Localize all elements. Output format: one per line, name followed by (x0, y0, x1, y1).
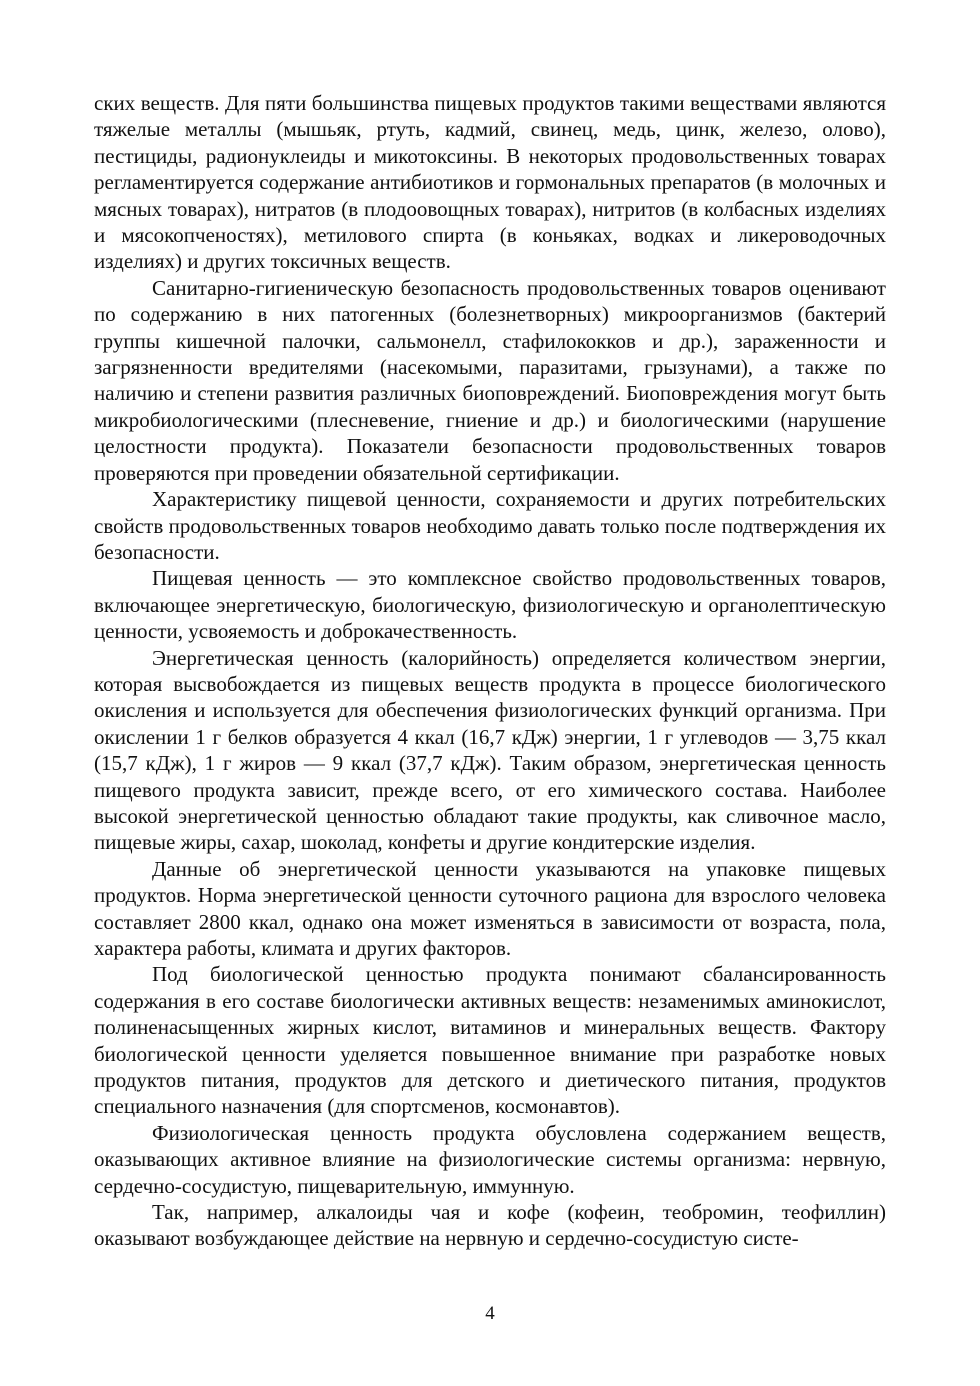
paragraph-physiological-value: Физиологическая ценность продукта обусловлена содержанием веществ, оказывающих активное влияние на физиологические системы организма: нервную, сердечно-сосудистую, пищеварительную, иммунную. (94, 1120, 886, 1198)
paragraph-energy-norm: Данные об энергетической ценности указываются на упаковке пищевых продуктов. Норма энергетической ценности суточного рациона для взрослого человека составляет 2800 ккал, однако она может изменяться в зависимости от возраста, пола, характера работы, климата и других факторов. (94, 856, 886, 960)
paragraph-energy-value: Энергетическая ценность (калорийность) определяется количеством энергии, которая высвобождается из пищевых веществ продукта в процессе биологического окисления и используется для обеспечения физиологических функций организма. При окислении 1 г белков образуется 4 ккал (16,7 кДж) энергии, 1 г углеводов — 3,75 ккал (15,7 кДж), 1 г жиров — 9 ккал (37,7 кДж). Таким образом, энергетическая ценность пищевого продукта зависит, прежде всего, от его химического состава. Наиболее высокой энергетической ценностью обладают такие продукты, как сливочное масло, пищевые жиры, сахар, шоколад, конфеты и другие кондитерские изделия. (94, 645, 886, 855)
text-body (94, 90, 886, 1252)
paragraph-biological-value: Под биологической ценностью продукта понимают сбалансированность содержания в его составе биологически активных веществ: незаменимых аминокислот, полиненасыщенных жирных кислот, витаминов и минеральных веществ. Фактору биологической ценности уделяется повышенное внимание при разработке новых продуктов питания, продуктов для детского и диетического питания, продуктов специального назначения (для спортсменов, космонавтов). (94, 962, 886, 1119)
paragraph-nutritional-value: Пищевая ценность — это комплексное свойство продовольственных товаров, включающее энергетическую, биологическую, физиологическую и органолептическую ценности, усвояемость и доброкачественность. (94, 566, 886, 644)
paragraph-sanitary-safety: Санитарно-гигиеническую безопасность продовольственных товаров оценивают по содержанию в них патогенных (болезнетворных) микроорганизмов (бактерий группы кишечной палочки, сальмонелл, стафилококков и др.), зараженности и загрязненности вредителями (насекомыми, паразитами, грызунами), а также по наличию и степени развития различных биоповреждений. Биоповреждения могут быть микробиологическими (плесневение, гниение и др.) и биологическими (нарушение целостности продукта). Показатели безопасности продовольственных товаров проверяются при проведении обязательной сертификации. (94, 275, 886, 485)
paragraph-toxic-substances: ских веществ. Для пяти большинства пищевых продуктов такими веществами являются тяжелые металлы (мышьяк, ртуть, кадмий, свинец, медь, цинк, железо, олово), пестициды, радионуклеиды и микотоксины. В некоторых продовольственных товарах регламентируется содержание антибиотиков и гормональных препаратов (в молочных и мясных товарах), нитратов (в плодоовощных товарах), нитритов (в колбасных изделиях и мясокопченостях), метилового спирта (в коньяках, водках и ликероводочных изделиях) и других токсичных веществ. (94, 91, 886, 274)
page-number: 4 (485, 1303, 495, 1324)
paragraph-characteristics: Характеристику пищевой ценности, сохраняемости и других потребительских свойств продовольственных товаров необходимо давать только после подтверждения их безопасности. (94, 487, 886, 564)
paragraph-alkaloids: Так, например, алкалоиды чая и кофе (кофеин, теобромин, теофиллин) оказывают возбуждающее действие на нервную и сердечно-сосудистую систе- (94, 1200, 886, 1251)
